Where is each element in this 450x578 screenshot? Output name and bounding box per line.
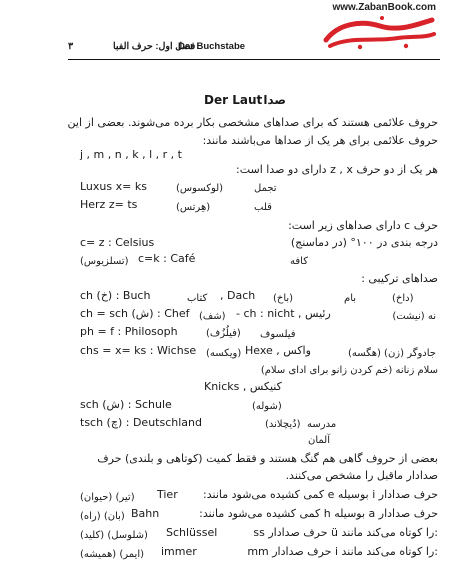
- rule-mm-example: immer: [161, 545, 197, 558]
- zx-example-2-pron: (هِرتس): [176, 202, 211, 213]
- compound-row-2-fa: نه (نیشت): [392, 311, 436, 322]
- compound-row-4-left: chs = x= ks : Wichse: [80, 344, 197, 357]
- compound-row-1-fa2: بام: [344, 293, 357, 304]
- example-letters: j , m , n , k , l , r , t: [80, 148, 182, 161]
- zx-example-2-de: Herz z= ts: [80, 198, 138, 211]
- section-title-fa: صدا: [263, 93, 286, 107]
- compound-row-7-pron: (دُیچلاند): [265, 419, 301, 430]
- rule-ue-example: Schlüssel: [166, 526, 218, 539]
- compound-row-7-fa: آلمان: [308, 435, 330, 446]
- compound-row-6-fa: مدرسه: [307, 419, 337, 430]
- zx-example-2-fa: قلب: [254, 202, 272, 213]
- compound-row-3-pron: (فیلُزُف): [206, 328, 241, 339]
- running-header: [68, 41, 328, 55]
- compound-row-2-mid: رئیس , ch : nicht -: [236, 307, 331, 320]
- rule-i-text: حرف صدادار i بوسیله e کمی کشیده می‌شود مانند:: [203, 488, 438, 501]
- section-title-de: Der Laut: [204, 93, 263, 107]
- zx-intro: هر یک از دو حرف z , x دارای دو صدا است:: [236, 163, 438, 176]
- zx-example-1-de: Luxus x= ks: [80, 180, 147, 193]
- rule-ue-text: ss حرف صدادار ü را کوتاه می‌کند مانند:: [253, 526, 438, 539]
- compound-row-5-de: Knicks , کنیکس: [204, 380, 282, 393]
- c-example-1-fa: درجه بندی در ۱۰۰° (در دماسنج): [290, 236, 438, 249]
- zx-example-1-fa: تجمل: [254, 183, 277, 194]
- compound-row-2-pron: (شف): [199, 311, 226, 322]
- closing-line-1: بعضی از حروف گاهی هم گنگ هستند و فقط کمیت (کوتاهی و بلندی) حرف: [97, 452, 438, 465]
- zabanbook-logo: [320, 14, 438, 52]
- compound-row-1-fa1: کتاب: [187, 293, 208, 304]
- intro-line-2: حروف علائمی برای هر یک از صداها می‌باشند مانند:: [202, 134, 438, 147]
- compound-row-7-left: tsch (چ) : Deutschland: [80, 416, 202, 429]
- chapter-title-de: Der Buchstabe: [178, 41, 246, 52]
- compound-row-3-left: ph = f : Philosoph: [80, 325, 178, 338]
- rule-i-example: Tier: [157, 488, 178, 501]
- compound-row-3-fa: فیلسوف: [260, 329, 296, 340]
- compound-row-5-fa: سلام زنانه (خم کردن زانو برای ادای سلام): [260, 365, 438, 376]
- c-example-2-fa: کافه: [290, 256, 308, 267]
- chapter-title-fa: فصل اول: حرف الفبا: [113, 41, 196, 52]
- rule-a-pron: (بان) (راه): [80, 511, 125, 522]
- compound-intro: صداهای ترکیبی :: [361, 272, 438, 285]
- compound-row-4-mid: واکس , Hexe: [245, 344, 311, 357]
- compound-row-6-left: sch (ش) : Schule: [80, 398, 172, 411]
- compound-row-1-left: ch (خ) : Buch: [80, 289, 151, 302]
- rule-ue-pron: (شلوسل) (کلید): [80, 530, 148, 541]
- c-example-1-de: c= z : Celsius: [80, 236, 155, 249]
- intro-line-1: حروف علائمی هستند که برای صداهای مشخصی بکار برده می‌شوند. بعضی از این: [67, 116, 438, 129]
- compound-row-2-left: ch = sch (ش) : Chef: [80, 307, 190, 320]
- rule-mm-pron: (ایمر) (همیشه): [80, 549, 144, 560]
- compound-row-4-pron: (ویکسه): [206, 348, 242, 359]
- closing-line-2: صدادار ماقبل را مشخص می‌کنند.: [285, 469, 438, 482]
- c-example-2-de: c=k : Café: [138, 252, 196, 265]
- rule-i-pron: (تیر) (حیوان): [80, 492, 135, 503]
- rule-mm-text: mm حرف صدادار i را کوتاه می‌کند مانند:: [247, 545, 438, 558]
- zx-example-1-pron: (لوکسوس): [176, 183, 224, 194]
- compound-row-1-pron3: (داخ): [392, 293, 414, 304]
- compound-row-6-pron: (شوله): [252, 401, 282, 412]
- compound-row-1-pron2: (باخ): [273, 293, 294, 304]
- c-example-2-pron: (تسلزیوس): [80, 256, 129, 267]
- compound-row-1-de2: , Dach: [220, 289, 256, 302]
- rule-a-text: حرف صدادار a بوسیله h کمی کشیده می‌شود مانند:: [199, 507, 438, 520]
- compound-row-4-fa: جادوگر (زن) (هگسه): [347, 348, 436, 359]
- c-intro: حرف c دارای صداهای زیر است:: [288, 219, 438, 232]
- site-url: www.ZabanBook.com: [332, 2, 436, 13]
- rule-a-example: Bahn: [131, 507, 160, 520]
- page-number: ۳: [68, 41, 74, 52]
- header-rule: [68, 59, 440, 60]
